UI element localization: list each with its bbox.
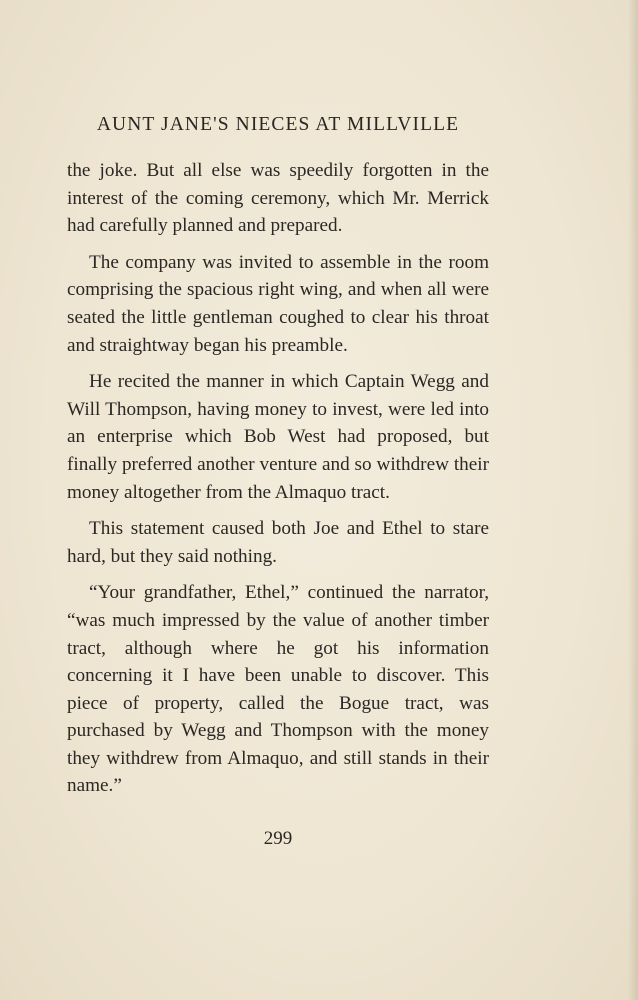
paragraph: He recited the manner in which Captain Wegg and Will Thompson, having money to invest, were led into an enterprise which Bob West had proposed, but finally preferred another venture and so withdrew their money altogether from the Almaquo tract. (67, 371, 489, 503)
running-head: AUNT JANE'S NIECES AT MILLVILLE (96, 114, 460, 135)
paragraph-continued: the joke. But all else was speedily forgotten in the interest of the coming ceremony, which Mr. Merrick had carefully planned and prepared. (67, 160, 489, 237)
paragraph: The company was invited to assemble in the room comprising the spacious right wing, and when all were seated the little gentleman coughed to clear his throat and straightway began his preamble. (67, 251, 489, 356)
page-number: 299 (263, 828, 293, 849)
paragraph: This statement caused both Joe and Ethel to stare hard, but they said nothing. (67, 518, 489, 567)
paragraph: “Your grandfather, Ethel,” continued the narrator, “was much impressed by the value of another timber tract, although where he got his information concerning it I have been unable to discover. This piece of property, called the Bogue tract, was purchased by Wegg and Thompson with the money they withdrew from Almaquo, and still stands in their name.” (67, 582, 489, 797)
page-edge-shadow (628, 0, 638, 1000)
page-body (67, 157, 489, 809)
